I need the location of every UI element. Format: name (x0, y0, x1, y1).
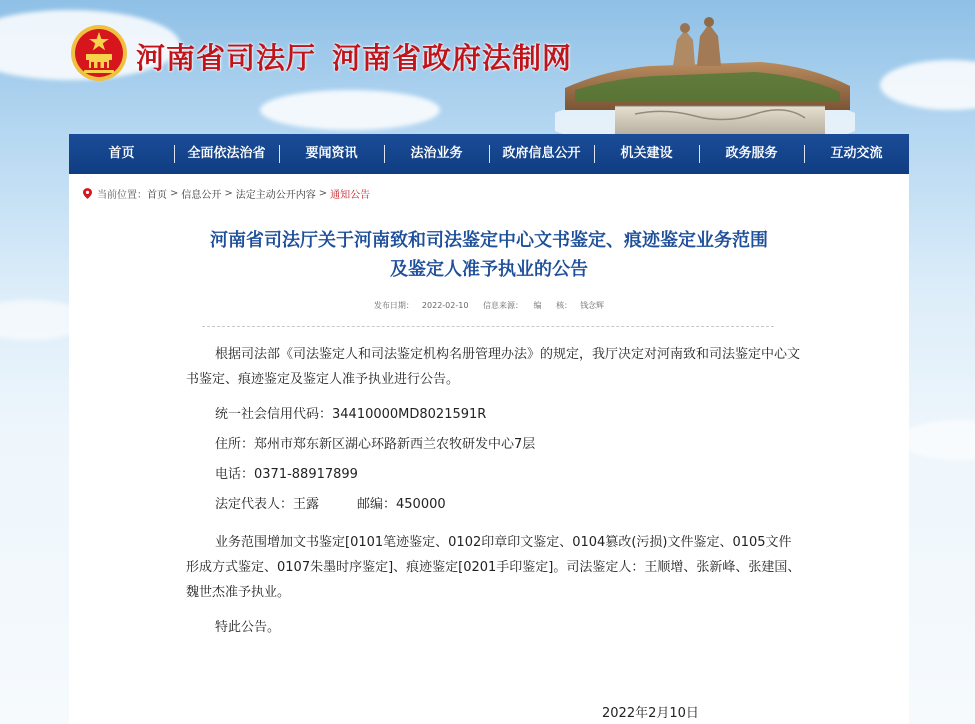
breadcrumb-item-notices[interactable]: 通知公告 (330, 190, 371, 201)
postcode: 邮编：450000 (357, 497, 446, 512)
nav-item-legal-business[interactable]: 法治业务 (384, 134, 489, 174)
editor-label: 编 (533, 301, 542, 310)
breadcrumb-separator: > (170, 188, 179, 199)
legal-representative: 法定代表人：王露 (215, 497, 320, 512)
landmark-banner-image (555, 10, 855, 134)
article-title-line-2: 及鉴定人准予执业的公告 (390, 259, 588, 280)
breadcrumb (83, 186, 370, 201)
publish-date-label: 发布日期： (373, 301, 414, 310)
article-meta (69, 300, 909, 311)
phone-line: 电话：0371-88917899 (215, 467, 358, 482)
location-pin-icon (83, 188, 92, 199)
article-title-line-1: 河南省司法厅关于河南致和司法鉴定中心文书鉴定、痕迹鉴定业务范围 (210, 230, 768, 251)
article-container (69, 174, 909, 724)
breadcrumb-item-home[interactable]: 首页 (147, 190, 167, 201)
nav-item-interaction[interactable]: 互动交流 (804, 134, 909, 174)
article-body (186, 342, 801, 643)
body-paragraph-scope: 业务范围增加文书鉴定[0101笔迹鉴定、0102印章印文鉴定、0104篡改(污损)文件鉴定、0105文件形成方式鉴定、0107朱墨时序鉴定]、痕迹鉴定[0201手印鉴定]。司法鉴定人：王顺增、张新峰、张建国、魏世杰准予执业。 (186, 535, 801, 600)
legal-rep-postcode-line (186, 490, 801, 520)
body-paragraph-intro: 根据司法部《司法鉴定人和司法鉴定机构名册管理办法》的规定，我厅决定对河南致和司法鉴定中心文书鉴定、痕迹鉴定及鉴定人准予执业进行公告。 (186, 347, 801, 387)
site-title: 河南省司法厅 河南省政府法制网 (136, 41, 573, 75)
address-line: 住所：郑州市郑东新区湖心环路新西兰农牧研发中心7层 (215, 437, 536, 452)
breadcrumb-separator: > (224, 188, 233, 199)
breadcrumb-item-statutory-content[interactable]: 法定主动公开内容 (235, 190, 316, 201)
cloud-decoration (900, 420, 975, 460)
nav-item-rule-of-law[interactable]: 全面依法治省 (174, 134, 279, 174)
signature-date: 2022年2月10日 (602, 706, 699, 721)
national-emblem-icon (70, 24, 128, 82)
nav-item-gov-services[interactable]: 政务服务 (699, 134, 804, 174)
main-navigation (69, 134, 909, 174)
nav-item-agency-building[interactable]: 机关建设 (594, 134, 699, 174)
nav-item-home[interactable]: 首页 (108, 146, 135, 161)
site-header (0, 0, 975, 134)
breadcrumb-separator: > (318, 188, 328, 199)
nav-item-news[interactable]: 要闻资讯 (279, 134, 384, 174)
proofreader-label: 核： (556, 301, 573, 310)
article-title (69, 226, 909, 284)
nav-item-gov-info[interactable]: 政府信息公开 (489, 134, 594, 174)
title-divider (202, 326, 774, 327)
source-label: 信息来源： (482, 301, 523, 310)
proofreader-name: 钱念辉 (580, 301, 605, 310)
breadcrumb-item-info-disclosure[interactable]: 信息公开 (181, 190, 222, 201)
closing-line: 特此公告。 (215, 620, 281, 635)
credit-code-line: 统一社会信用代码：34410000MD8021591R (215, 407, 487, 422)
publish-date: 2022-02-10 (421, 301, 469, 310)
breadcrumb-prefix: 当前位置： (97, 190, 147, 201)
